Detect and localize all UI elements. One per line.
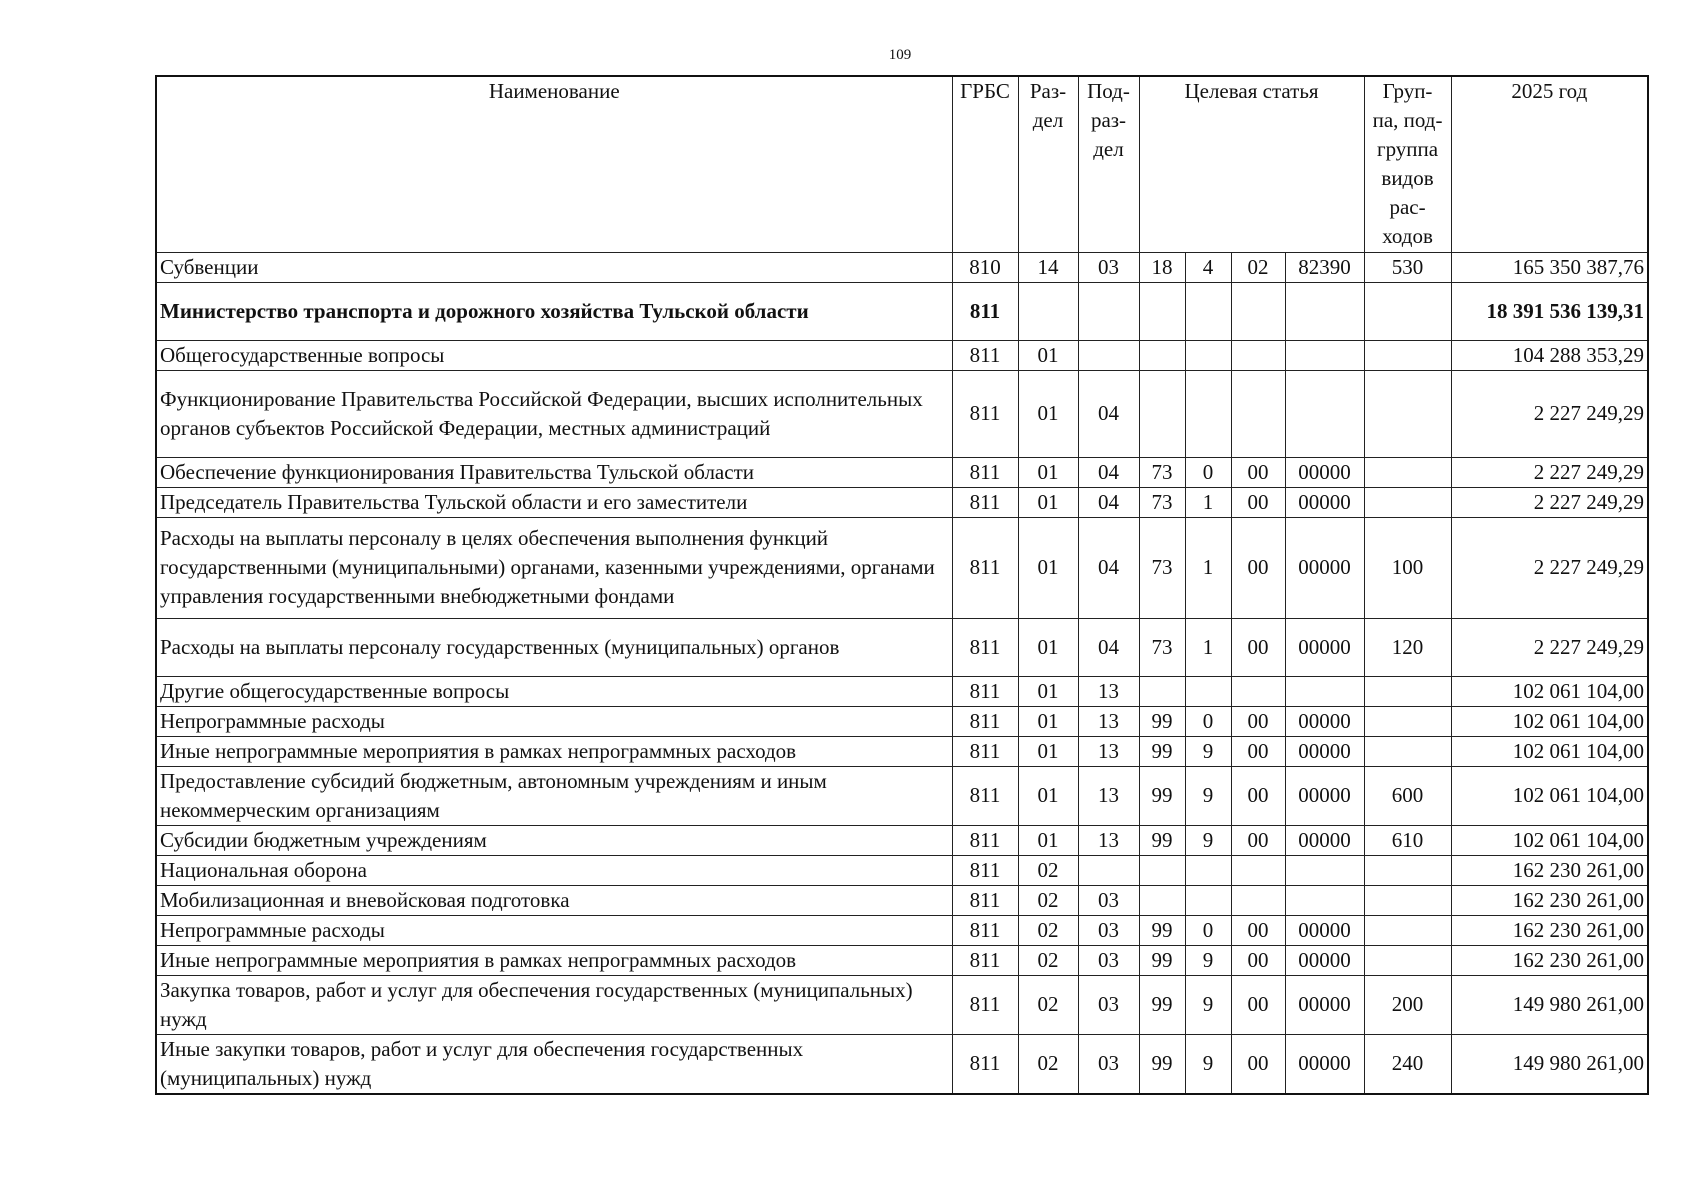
row-expense-group: [1364, 370, 1451, 457]
row-name: Общегосударственные вопросы: [156, 340, 952, 370]
row-target-program: 73: [1139, 487, 1185, 517]
row-grbs: 811: [952, 340, 1018, 370]
row-podrazdel: 04: [1078, 517, 1139, 618]
row-podrazdel: 13: [1078, 825, 1139, 855]
row-razdel: 02: [1018, 855, 1078, 885]
row-name: Обеспечение функционирования Правительства Тульской области: [156, 457, 952, 487]
row-grbs: 811: [952, 457, 1018, 487]
row-amount: 162 230 261,00: [1451, 855, 1648, 885]
row-target-type: 9: [1185, 1034, 1231, 1094]
row-name: Национальная оборона: [156, 855, 952, 885]
row-expense-group: [1364, 676, 1451, 706]
row-target-program: 73: [1139, 618, 1185, 676]
row-amount: 165 350 387,76: [1451, 252, 1648, 282]
row-target-type: [1185, 676, 1231, 706]
row-target-program: [1139, 370, 1185, 457]
row-amount: 2 227 249,29: [1451, 517, 1648, 618]
row-target-direction: 00000: [1285, 706, 1364, 736]
row-target-subprogram: [1231, 676, 1285, 706]
row-podrazdel: [1078, 340, 1139, 370]
row-target-direction: 00000: [1285, 825, 1364, 855]
row-grbs: 810: [952, 252, 1018, 282]
page-number: 109: [888, 47, 912, 63]
row-amount: 149 980 261,00: [1451, 975, 1648, 1034]
row-razdel: 01: [1018, 766, 1078, 825]
row-podrazdel: 03: [1078, 1034, 1139, 1094]
row-amount: 102 061 104,00: [1451, 766, 1648, 825]
row-razdel: 01: [1018, 457, 1078, 487]
row-podrazdel: 03: [1078, 885, 1139, 915]
row-amount: 102 061 104,00: [1451, 706, 1648, 736]
row-razdel: 01: [1018, 706, 1078, 736]
row-podrazdel: 04: [1078, 457, 1139, 487]
row-podrazdel: 13: [1078, 676, 1139, 706]
row-target-direction: [1285, 282, 1364, 340]
row-target-type: 1: [1185, 487, 1231, 517]
row-target-type: 0: [1185, 915, 1231, 945]
row-target-direction: 00000: [1285, 975, 1364, 1034]
row-name: Председатель Правительства Тульской области и его заместители: [156, 487, 952, 517]
row-expense-group: [1364, 340, 1451, 370]
row-target-direction: [1285, 885, 1364, 915]
row-razdel: 01: [1018, 618, 1078, 676]
row-target-subprogram: 00: [1231, 736, 1285, 766]
table-row: [156, 252, 1648, 282]
row-target-direction: 00000: [1285, 736, 1364, 766]
row-target-program: 99: [1139, 736, 1185, 766]
row-name: Функционирование Правительства Российской Федерации, высших исполнительных органов субъектов Российской Федерации, местных администраций: [156, 370, 952, 457]
row-target-subprogram: 00: [1231, 706, 1285, 736]
row-target-program: [1139, 282, 1185, 340]
row-target-program: [1139, 855, 1185, 885]
row-target-type: [1185, 855, 1231, 885]
row-target-direction: [1285, 340, 1364, 370]
row-expense-group: 240: [1364, 1034, 1451, 1094]
row-expense-group: [1364, 915, 1451, 945]
row-grbs: 811: [952, 825, 1018, 855]
row-expense-group: [1364, 487, 1451, 517]
row-target-direction: 00000: [1285, 457, 1364, 487]
row-grbs: 811: [952, 706, 1018, 736]
row-expense-group: [1364, 457, 1451, 487]
row-expense-group: 600: [1364, 766, 1451, 825]
row-target-subprogram: [1231, 885, 1285, 915]
row-target-subprogram: 00: [1231, 487, 1285, 517]
row-razdel: 02: [1018, 945, 1078, 975]
row-amount: 162 230 261,00: [1451, 945, 1648, 975]
header-name: Наименование: [156, 76, 952, 252]
header-razdel: Раз- дел: [1018, 76, 1078, 252]
table-row: [156, 855, 1648, 885]
row-grbs: 811: [952, 945, 1018, 975]
row-target-direction: 00000: [1285, 1034, 1364, 1094]
row-target-program: 99: [1139, 975, 1185, 1034]
row-expense-group: 610: [1364, 825, 1451, 855]
row-amount: 2 227 249,29: [1451, 370, 1648, 457]
table-row: [156, 915, 1648, 945]
row-target-type: [1185, 282, 1231, 340]
row-target-program: 99: [1139, 915, 1185, 945]
row-name: Непрограммные расходы: [156, 706, 952, 736]
row-grbs: 811: [952, 618, 1018, 676]
table-row: [156, 885, 1648, 915]
row-podrazdel: 13: [1078, 736, 1139, 766]
row-grbs: 811: [952, 282, 1018, 340]
row-target-type: 9: [1185, 825, 1231, 855]
row-target-subprogram: 02: [1231, 252, 1285, 282]
row-razdel: 01: [1018, 370, 1078, 457]
table-row: [156, 676, 1648, 706]
table-row: [156, 975, 1648, 1034]
row-amount: 2 227 249,29: [1451, 487, 1648, 517]
row-amount: 102 061 104,00: [1451, 736, 1648, 766]
row-target-program: 73: [1139, 457, 1185, 487]
row-razdel: 02: [1018, 1034, 1078, 1094]
row-target-direction: [1285, 855, 1364, 885]
row-name: Иные закупки товаров, работ и услуг для обеспечения государственных (муниципальных) нужд: [156, 1034, 952, 1094]
row-target-subprogram: 00: [1231, 945, 1285, 975]
table-row: [156, 766, 1648, 825]
row-target-type: 1: [1185, 618, 1231, 676]
row-grbs: 811: [952, 975, 1018, 1034]
row-podrazdel: 04: [1078, 487, 1139, 517]
row-target-type: [1185, 885, 1231, 915]
row-podrazdel: 04: [1078, 370, 1139, 457]
row-podrazdel: [1078, 282, 1139, 340]
row-name: Предоставление субсидий бюджетным, автономным учреждениям и иным некоммерческим организациям: [156, 766, 952, 825]
row-amount: 2 227 249,29: [1451, 618, 1648, 676]
table-row: [156, 945, 1648, 975]
row-target-subprogram: 00: [1231, 975, 1285, 1034]
row-expense-group: 530: [1364, 252, 1451, 282]
row-target-subprogram: [1231, 855, 1285, 885]
row-target-type: 4: [1185, 252, 1231, 282]
row-name: Субсидии бюджетным учреждениям: [156, 825, 952, 855]
row-razdel: 02: [1018, 975, 1078, 1034]
row-amount: 102 061 104,00: [1451, 676, 1648, 706]
row-grbs: 811: [952, 736, 1018, 766]
row-target-direction: [1285, 370, 1364, 457]
row-grbs: 811: [952, 517, 1018, 618]
row-target-type: [1185, 370, 1231, 457]
row-podrazdel: 03: [1078, 915, 1139, 945]
row-target-direction: [1285, 676, 1364, 706]
row-grbs: 811: [952, 487, 1018, 517]
row-name: Расходы на выплаты персоналу государственных (муниципальных) органов: [156, 618, 952, 676]
row-target-subprogram: 00: [1231, 915, 1285, 945]
row-razdel: 01: [1018, 487, 1078, 517]
row-razdel: 01: [1018, 736, 1078, 766]
row-amount: 2 227 249,29: [1451, 457, 1648, 487]
row-target-program: 99: [1139, 1034, 1185, 1094]
row-target-type: 9: [1185, 945, 1231, 975]
header-grbs: ГРБС: [952, 76, 1018, 252]
row-target-direction: 00000: [1285, 766, 1364, 825]
row-target-direction: 00000: [1285, 618, 1364, 676]
row-podrazdel: 03: [1078, 945, 1139, 975]
row-target-program: 73: [1139, 517, 1185, 618]
row-expense-group: 200: [1364, 975, 1451, 1034]
table-header-row: [156, 76, 1648, 252]
row-expense-group: [1364, 885, 1451, 915]
row-name: Мобилизационная и вневойсковая подготовка: [156, 885, 952, 915]
row-target-program: [1139, 676, 1185, 706]
row-razdel: [1018, 282, 1078, 340]
row-grbs: 811: [952, 370, 1018, 457]
row-name: Непрограммные расходы: [156, 915, 952, 945]
row-target-subprogram: [1231, 340, 1285, 370]
row-target-direction: 00000: [1285, 945, 1364, 975]
row-target-direction: 82390: [1285, 252, 1364, 282]
header-year: 2025 год: [1451, 76, 1648, 252]
row-target-program: [1139, 340, 1185, 370]
row-target-subprogram: [1231, 370, 1285, 457]
row-target-type: 9: [1185, 766, 1231, 825]
row-razdel: 01: [1018, 825, 1078, 855]
row-target-subprogram: [1231, 282, 1285, 340]
row-target-type: 9: [1185, 975, 1231, 1034]
row-grbs: 811: [952, 766, 1018, 825]
header-podrazdel: Под- раз- дел: [1078, 76, 1139, 252]
row-target-direction: 00000: [1285, 487, 1364, 517]
header-expense-group: Груп- па, под- группа видов рас- ходов: [1364, 76, 1451, 252]
row-podrazdel: 03: [1078, 252, 1139, 282]
row-amount: 162 230 261,00: [1451, 885, 1648, 915]
header-target-article: Целевая статья: [1139, 76, 1364, 252]
table-row: [156, 736, 1648, 766]
row-podrazdel: 03: [1078, 975, 1139, 1034]
row-name: Субвенции: [156, 252, 952, 282]
row-grbs: 811: [952, 676, 1018, 706]
table-row: [156, 618, 1648, 676]
table-row: [156, 340, 1648, 370]
row-razdel: 02: [1018, 915, 1078, 945]
row-amount: 18 391 536 139,31: [1451, 282, 1648, 340]
row-target-direction: 00000: [1285, 517, 1364, 618]
row-name: Министерство транспорта и дорожного хозяйства Тульской области: [156, 282, 952, 340]
row-grbs: 811: [952, 1034, 1018, 1094]
table-row: [156, 706, 1648, 736]
row-amount: 162 230 261,00: [1451, 915, 1648, 945]
row-target-subprogram: 00: [1231, 766, 1285, 825]
table-row: [156, 370, 1648, 457]
row-target-direction: 00000: [1285, 915, 1364, 945]
row-target-program: [1139, 885, 1185, 915]
row-grbs: 811: [952, 855, 1018, 885]
table-row: [156, 825, 1648, 855]
table-row: [156, 517, 1648, 618]
budget-table: [155, 75, 1649, 1095]
row-amount: 102 061 104,00: [1451, 825, 1648, 855]
row-name: Другие общегосударственные вопросы: [156, 676, 952, 706]
row-razdel: 14: [1018, 252, 1078, 282]
row-razdel: 01: [1018, 676, 1078, 706]
row-expense-group: [1364, 855, 1451, 885]
row-podrazdel: [1078, 855, 1139, 885]
row-target-subprogram: 00: [1231, 1034, 1285, 1094]
table-row: [156, 457, 1648, 487]
row-target-subprogram: 00: [1231, 457, 1285, 487]
row-target-type: 1: [1185, 517, 1231, 618]
row-podrazdel: 13: [1078, 706, 1139, 736]
row-expense-group: [1364, 736, 1451, 766]
row-expense-group: [1364, 282, 1451, 340]
row-target-subprogram: 00: [1231, 618, 1285, 676]
row-target-type: 0: [1185, 706, 1231, 736]
row-name: Расходы на выплаты персоналу в целях обеспечения выполнения функций государственными (муниципальными) органами, казенными учреждениями, органами управления государственными внебюджетными фондами: [156, 517, 952, 618]
row-target-program: 99: [1139, 706, 1185, 736]
row-razdel: 01: [1018, 517, 1078, 618]
row-grbs: 811: [952, 885, 1018, 915]
row-amount: 149 980 261,00: [1451, 1034, 1648, 1094]
row-razdel: 01: [1018, 340, 1078, 370]
row-name: Иные непрограммные мероприятия в рамках непрограммных расходов: [156, 736, 952, 766]
row-target-program: 18: [1139, 252, 1185, 282]
row-amount: 104 288 353,29: [1451, 340, 1648, 370]
row-name: Закупка товаров, работ и услуг для обеспечения государственных (муниципальных) нужд: [156, 975, 952, 1034]
row-expense-group: 120: [1364, 618, 1451, 676]
row-expense-group: [1364, 945, 1451, 975]
row-target-program: 99: [1139, 825, 1185, 855]
row-target-program: 99: [1139, 945, 1185, 975]
row-razdel: 02: [1018, 885, 1078, 915]
row-expense-group: [1364, 706, 1451, 736]
table-row: [156, 487, 1648, 517]
table-row: [156, 282, 1648, 340]
table-row: [156, 1034, 1648, 1094]
row-expense-group: 100: [1364, 517, 1451, 618]
row-target-type: [1185, 340, 1231, 370]
row-target-subprogram: 00: [1231, 517, 1285, 618]
row-target-type: 0: [1185, 457, 1231, 487]
row-grbs: 811: [952, 915, 1018, 945]
row-target-program: 99: [1139, 766, 1185, 825]
row-target-subprogram: 00: [1231, 825, 1285, 855]
row-target-type: 9: [1185, 736, 1231, 766]
row-podrazdel: 13: [1078, 766, 1139, 825]
row-name: Иные непрограммные мероприятия в рамках непрограммных расходов: [156, 945, 952, 975]
row-podrazdel: 04: [1078, 618, 1139, 676]
